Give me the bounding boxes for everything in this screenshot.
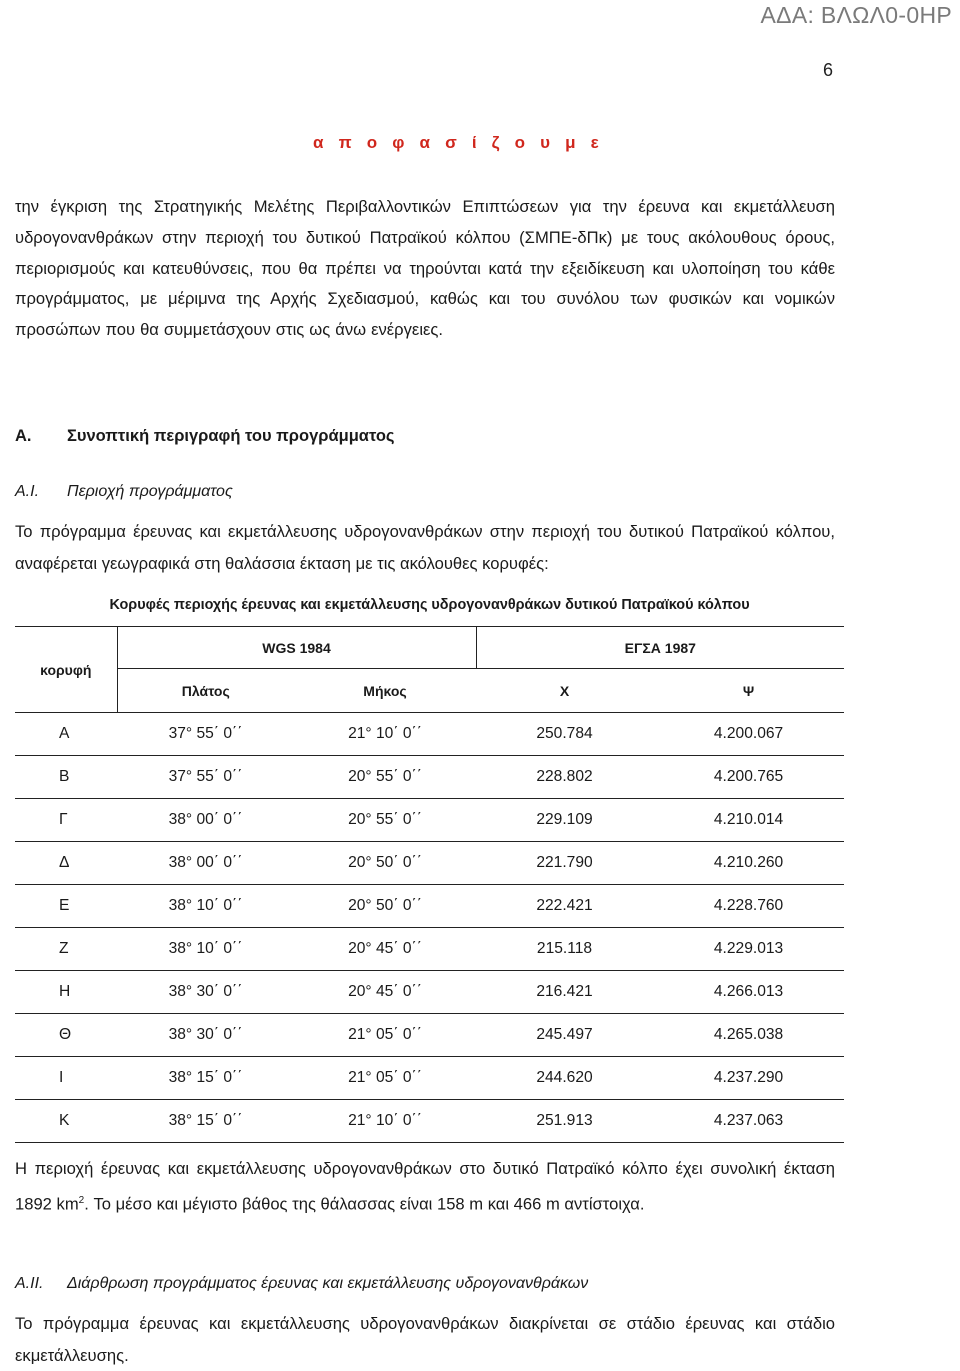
y-cell: 4.228.760 — [653, 885, 844, 928]
y-cell: 4.237.063 — [653, 1100, 844, 1143]
y-cell: 4.229.013 — [653, 928, 844, 971]
y-cell: 4.210.014 — [653, 799, 844, 842]
latitude-cell: 38° 15΄ 0΄΄ — [117, 1057, 294, 1100]
table-row — [15, 971, 844, 1014]
section-a-number: Α. — [15, 427, 32, 445]
structure-paragraph: Το πρόγραμμα έρευνας και εκμετάλλευσης υδρογονανθράκων διακρίνεται σε στάδιο έρευνας και στάδιο εκμετάλλευσης. — [15, 1314, 835, 1365]
longitude-cell: 20° 45΄ 0΄΄ — [294, 971, 476, 1014]
table-row — [15, 928, 844, 971]
table-row — [15, 756, 844, 799]
decision-heading: α π ο φ α σ ί ζ ο υ μ ε — [313, 133, 604, 152]
latitude-cell: 37° 55΄ 0΄΄ — [117, 756, 294, 799]
section-a2-heading — [15, 1275, 588, 1293]
section-a2-title: Διάρθρωση προγράμματος έρευνας και εκμετάλλευσης υδρογονανθράκων — [67, 1275, 589, 1292]
vertex-cell: Δ — [15, 842, 117, 885]
vertex-cell: Ι — [15, 1057, 117, 1100]
table-row — [15, 799, 844, 842]
vertex-cell: Θ — [15, 1014, 117, 1057]
table-row — [15, 1100, 844, 1143]
section-a1-number: Α.Ι. — [15, 483, 40, 500]
y-header: Ψ — [653, 669, 844, 713]
section-a-heading — [15, 427, 395, 446]
longitude-cell: 20° 50΄ 0΄΄ — [294, 885, 476, 928]
vertices-table — [15, 583, 844, 1143]
section-a2-number: Α.ΙΙ. — [15, 1275, 44, 1292]
page-number: 6 — [822, 60, 833, 80]
longitude-cell: 20° 45΄ 0΄΄ — [294, 928, 476, 971]
vertex-cell: Ε — [15, 885, 117, 928]
y-cell: 4.265.038 — [653, 1014, 844, 1057]
latitude-cell: 38° 10΄ 0΄΄ — [117, 885, 294, 928]
y-cell: 4.266.013 — [653, 971, 844, 1014]
longitude-cell: 21° 10΄ 0΄΄ — [294, 713, 476, 756]
table-row — [15, 1014, 844, 1057]
extent-text-tail: . Το μέσο και μέγιστο βάθος της θάλασσας είναι 158 m και 466 m αντίστοιχα. — [84, 1194, 645, 1214]
longitude-cell: 21° 10΄ 0΄΄ — [294, 1100, 476, 1143]
area-paragraph: Το πρόγραμμα έρευνας και εκμετάλλευσης υδρογονανθράκων στην περιοχή του δυτικού Πατραϊκού κόλπου, αναφέρεται γεωγραφικά στη θαλάσσια έκταση με τις ακόλουθες κορυφές: — [15, 522, 835, 573]
table-caption: Κορυφές περιοχής έρευνας και εκμετάλλευσης υδρογονανθράκων δυτικού Πατραϊκού κόλπου — [15, 583, 844, 627]
x-cell: 228.802 — [476, 756, 653, 799]
x-cell: 229.109 — [476, 799, 653, 842]
vertex-cell: Η — [15, 971, 117, 1014]
vertex-cell: Β — [15, 756, 117, 799]
vertex-cell: Γ — [15, 799, 117, 842]
section-a-title: Συνοπτική περιγραφή του προγράμματος — [67, 427, 395, 445]
longitude-cell: 21° 05΄ 0΄΄ — [294, 1057, 476, 1100]
extent-superscript: 2 — [78, 1194, 85, 1206]
y-cell: 4.237.290 — [653, 1057, 844, 1100]
latitude-cell: 38° 15΄ 0΄΄ — [117, 1100, 294, 1143]
latitude-cell: 37° 55΄ 0΄΄ — [117, 713, 294, 756]
vertex-cell: Α — [15, 713, 117, 756]
x-cell: 215.118 — [476, 928, 653, 971]
longitude-cell: 20° 55΄ 0΄΄ — [294, 799, 476, 842]
x-cell: 222.421 — [476, 885, 653, 928]
y-cell: 4.200.067 — [653, 713, 844, 756]
x-cell: 250.784 — [476, 713, 653, 756]
longitude-cell: 20° 55΄ 0΄΄ — [294, 756, 476, 799]
vertex-column-header: κορυφή — [15, 627, 117, 713]
longitude-cell: 20° 50΄ 0΄΄ — [294, 842, 476, 885]
section-a1-heading — [15, 483, 233, 501]
longitude-header: Μήκος — [294, 669, 476, 713]
latitude-cell: 38° 10΄ 0΄΄ — [117, 928, 294, 971]
x-cell: 221.790 — [476, 842, 653, 885]
table-row — [15, 713, 844, 756]
latitude-cell: 38° 30΄ 0΄΄ — [117, 971, 294, 1014]
x-cell: 216.421 — [476, 971, 653, 1014]
extent-text: Η περιοχή έρευνας και εκμετάλλευσης υδρογονανθράκων στο δυτικό Πατραϊκό κόλπο έχει συνολική έκταση 1892 km — [15, 1159, 835, 1214]
longitude-cell: 21° 05΄ 0΄΄ — [294, 1014, 476, 1057]
x-cell: 251.913 — [476, 1100, 653, 1143]
latitude-cell: 38° 00΄ 0΄΄ — [117, 799, 294, 842]
wgs-header: WGS 1984 — [117, 627, 476, 669]
table-row — [15, 842, 844, 885]
y-cell: 4.200.765 — [653, 756, 844, 799]
section-a1-title: Περιοχή προγράμματος — [67, 483, 233, 500]
intro-paragraph: την έγκριση της Στρατηγικής Μελέτης Περιβαλλοντικών Επιπτώσεων για την έρευνα και εκμετάλλευση υδρογονανθράκων στην περιοχή του δυτικού Πατραϊκού κόλπου (ΣΜΠΕ-δΠκ) με τους ακόλουθους όρους, περιορισμούς και κατευθύνσεις, που θα πρέπει να τηρούνται κατά την εξειδίκευση και υλοποίηση του κάθε προγράμματος, με μέριμνα της Αρχής Σχεδιασμού, καθώς και του συνόλου των φυσικών και νομικών προσώπων που θα συμμετάσχουν στις ως άνω ενέργειες. — [15, 197, 835, 340]
vertex-cell: Κ — [15, 1100, 117, 1143]
table-row — [15, 1057, 844, 1100]
latitude-cell: 38° 00΄ 0΄΄ — [117, 842, 294, 885]
table-row — [15, 885, 844, 928]
ada-code: ΑΔΑ: ΒΛΩΛ0-0ΗΡ — [760, 2, 952, 28]
y-cell: 4.210.260 — [653, 842, 844, 885]
latitude-cell: 38° 30΄ 0΄΄ — [117, 1014, 294, 1057]
latitude-header: Πλάτος — [117, 669, 294, 713]
egsa-header: ΕΓΣΑ 1987 — [476, 627, 844, 669]
x-header: Χ — [476, 669, 653, 713]
x-cell: 245.497 — [476, 1014, 653, 1057]
extent-paragraph — [15, 1153, 835, 1220]
x-cell: 244.620 — [476, 1057, 653, 1100]
vertex-cell: Ζ — [15, 928, 117, 971]
